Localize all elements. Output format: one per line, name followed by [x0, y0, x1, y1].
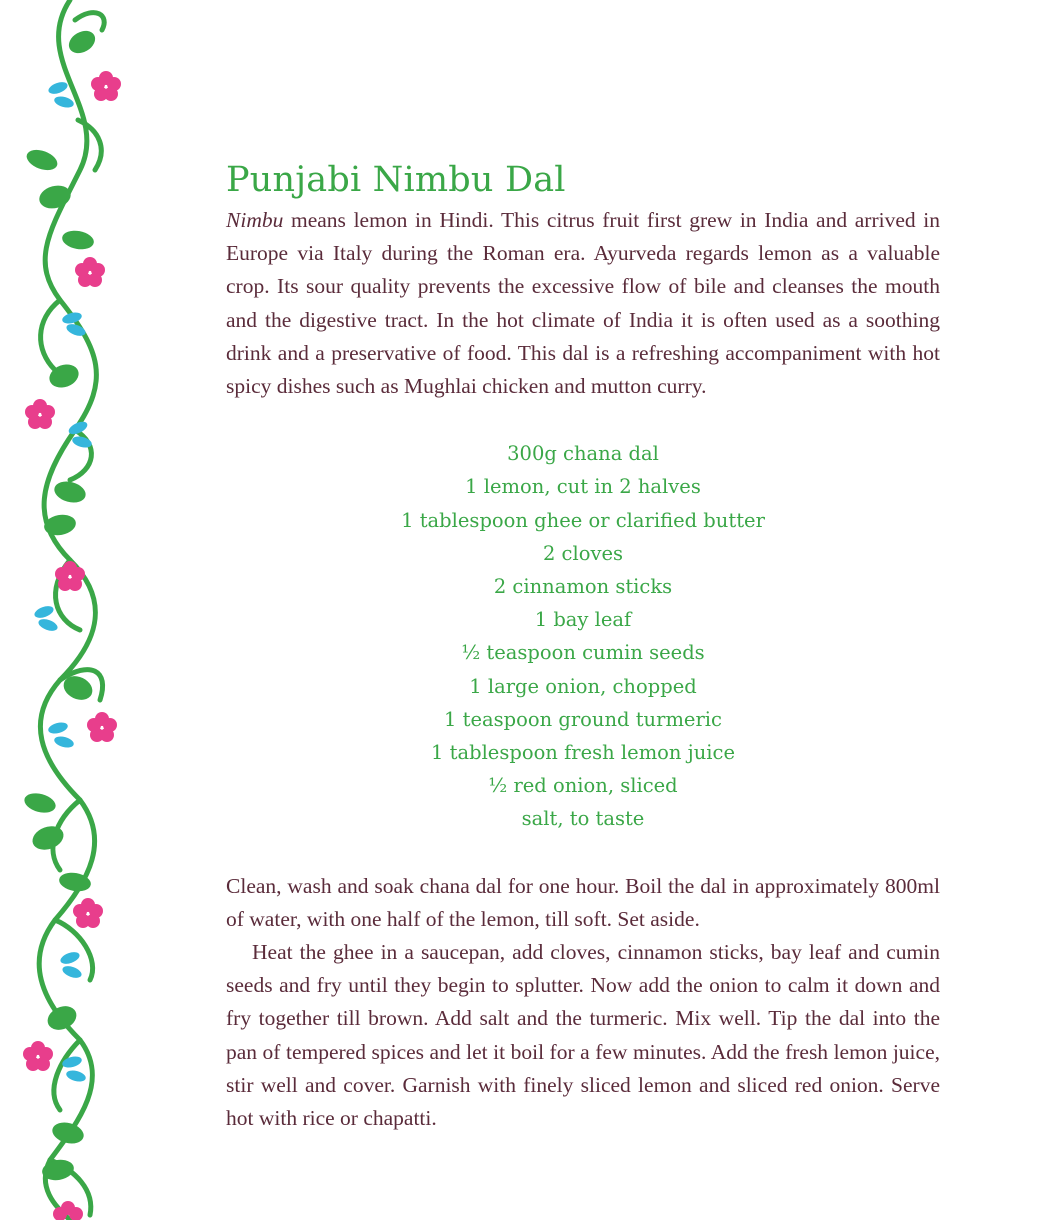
ingredient-item: 1 bay leaf [534, 608, 632, 632]
ingredient-item: 2 cloves [542, 541, 624, 565]
ingredient-item: 300g chana dal [507, 442, 659, 466]
floral-vine-border-icon [0, 0, 140, 1220]
method-step: Clean, wash and soak chana dal for one hour. Boil the dal in approximately 800ml of water, with one half of the lemon, till soft. Set aside. [226, 873, 940, 931]
ingredient-item: 1 teaspoon ground turmeric [444, 707, 722, 731]
method-section [226, 870, 940, 1136]
ingredient-item: ½ red onion, sliced [488, 774, 678, 798]
intro-text: means lemon in Hindi. This citrus fruit first grew in India and arrived in Europe via Italy during the Roman era. Ayurveda regards lemon as a valuable crop. Its sour quality prevents the excessive flow of bile and cleanses the mouth and the digestive tract. In the hot climate of India it is often used as a soothing drink and a preservative of food. This dal is a refreshing accompaniment with hot spicy dishes such as Mughlai chicken and mutton curry. [226, 208, 940, 399]
intro-term: Nimbu [226, 208, 284, 232]
recipe-intro [226, 204, 940, 403]
ingredient-item: 1 large onion, chopped [469, 674, 697, 698]
ingredient-item: 1 tablespoon ghee or clarified butter [401, 508, 765, 532]
ingredient-item: 2 cinnamon sticks [493, 575, 673, 599]
recipe-title: Punjabi Nimbu Dal [226, 160, 566, 200]
ingredients-list [226, 437, 940, 835]
method-step: Heat the ghee in a saucepan, add cloves, cinnamon sticks, bay leaf and cumin seeds and fry until they begin to splutter. Now add the onion to calm it down and fry together till brown. Add salt and the turmeric. Mix well. Tip the dal into the pan of tempered spices and let it boil for a few minutes. Add the fresh lemon juice, stir well and cover. Garnish with finely sliced lemon and sliced red onion. Serve hot with rice or chapatti. [226, 940, 940, 1131]
ingredient-item: 1 lemon, cut in 2 halves [465, 475, 701, 499]
ingredient-item: ½ teaspoon cumin seeds [461, 641, 705, 665]
recipe-article [226, 158, 940, 1135]
ingredient-item: 1 tablespoon fresh lemon juice [431, 741, 735, 765]
ingredient-item: salt, to taste [521, 807, 645, 831]
